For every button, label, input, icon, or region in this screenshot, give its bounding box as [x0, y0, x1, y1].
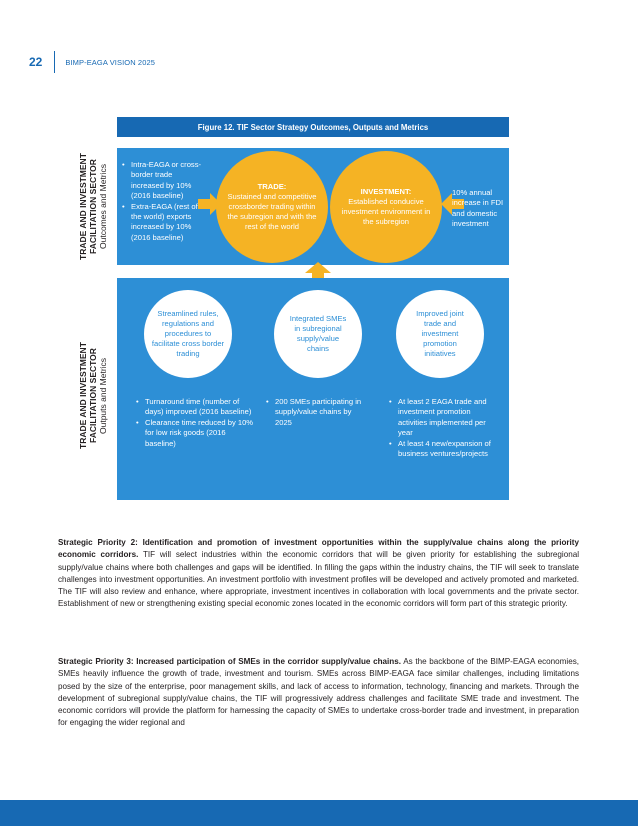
list-item: • Intra-EAGA or cross-border trade increased by 10% (2016 baseline) — [122, 160, 204, 202]
investment-outcome-heading: INVESTMENT: — [360, 187, 412, 196]
list-item: • At least 4 new/expansion of business ventures/projects — [389, 439, 497, 460]
trade-outcome-text: Sustained and competitive crossborder trading within the subregion and with the rest of the world — [227, 192, 317, 231]
output-3-text: Improved joint trade and investment promotion initiatives — [416, 309, 464, 358]
paragraph-heading: Strategic Priority 3: Increased participation of SMEs in the corridor supply/value chains. — [58, 657, 401, 666]
outcome-metric-right: 10% annual increase in FDI and domestic investment — [452, 188, 504, 229]
output-circle-3 — [396, 290, 484, 378]
output-2-text: Integrated SMEs in subregional supply/value chains — [289, 314, 347, 353]
outcomes-label-line2: FACILITATION SECTOR — [88, 159, 98, 254]
paragraph-heading: Strategic Priority 2: Identification and promotion of investment opportunities within the supply/value chains along the priority economic corridors. — [58, 538, 579, 560]
header-divider — [54, 51, 55, 73]
trade-outcome-heading: TRADE: — [257, 182, 287, 191]
list-item: • 200 SMEs participating in supply/value chains by 2025 — [266, 397, 370, 428]
outputs-side-label — [78, 318, 114, 473]
figure-title: Figure 12. TIF Sector Strategy Outcomes, Outputs and Metrics — [117, 117, 509, 137]
header-title-text: BIMP-EAGA VISION — [65, 57, 136, 67]
paragraph-strategic-priority-2 — [58, 537, 579, 611]
footer-bar — [0, 800, 638, 826]
header-title — [65, 58, 155, 67]
list-item: • At least 2 EAGA trade and investment promotion activities implemented per year — [389, 397, 497, 439]
output-1-text: Streamlined rules, regulations and procedures to facilitate cross border trading — [151, 309, 225, 358]
list-item: • Turnaround time (number of days) improved (2016 baseline) — [136, 397, 254, 418]
paragraph-text: As the backbone of the BIMP-EAGA economies, SMEs heavily influence the growth of trade, investment and tourism. SMEs across BIMP-EAGA face similar challenges, including limitations posed by the size of the enterprise, poor management skills, and lack of access to information, technology, financing and markets. Through the development of subregional supply/value chains, the TIF will progressively address challenges and facilitate SME trade and investment. The economic corridors will provide the platform for harnessing the capacity of SMEs to undertake cross-border trade and investment, in preparation for engaging the wider regional and — [58, 657, 579, 728]
outputs-label-line2: FACILITATION SECTOR — [88, 348, 98, 443]
paragraph-text: TIF will select industries within the economic corridors that will be given priority for establishing the subregional supply/value chains where both challenges and gaps will be identified. In filling the gaps within the industry chains, the TIF will seek to translate challenges into investment opportunities. An investment portfolio with investment profiles will be developed and actively promoted and marketed. The TIF will also review and enhance, where appropriate, investment incentives in collaboration with local governments and the private sector. Establishment of new or strengthening existing special economic zones located in the economic corridors will form part of this strategic priority. — [58, 550, 579, 609]
page-number: 22 — [29, 55, 43, 69]
list-item: • Clearance time reduced by 10% for low risk goods (2016 baseline) — [136, 418, 254, 449]
trade-outcome-circle — [216, 151, 328, 263]
output-circle-2 — [274, 290, 362, 378]
investment-outcome-text: Established conducive investment environment in the subregion — [341, 197, 431, 226]
investment-outcome-circle — [330, 151, 442, 263]
page-header — [29, 51, 155, 73]
list-item: • Extra-EAGA (rest of the world) exports increased by 10% (2016 baseline) — [122, 202, 204, 244]
outcomes-label-line3: Outcomes and Metrics — [98, 163, 108, 250]
outcomes-side-label — [78, 148, 114, 265]
output-metrics-1 — [136, 397, 254, 449]
outcome-metrics-left — [122, 160, 204, 243]
outputs-label-line3: Outputs and Metrics — [98, 357, 108, 434]
output-metrics-3 — [389, 397, 497, 459]
output-metrics-2 — [266, 397, 370, 428]
outputs-label-line1: TRADE AND INVESTMENT — [78, 342, 88, 449]
paragraph-strategic-priority-3 — [58, 656, 579, 730]
outcomes-label-line1: TRADE AND INVESTMENT — [78, 153, 88, 260]
output-circle-1 — [144, 290, 232, 378]
header-year: 2025 — [137, 57, 156, 67]
